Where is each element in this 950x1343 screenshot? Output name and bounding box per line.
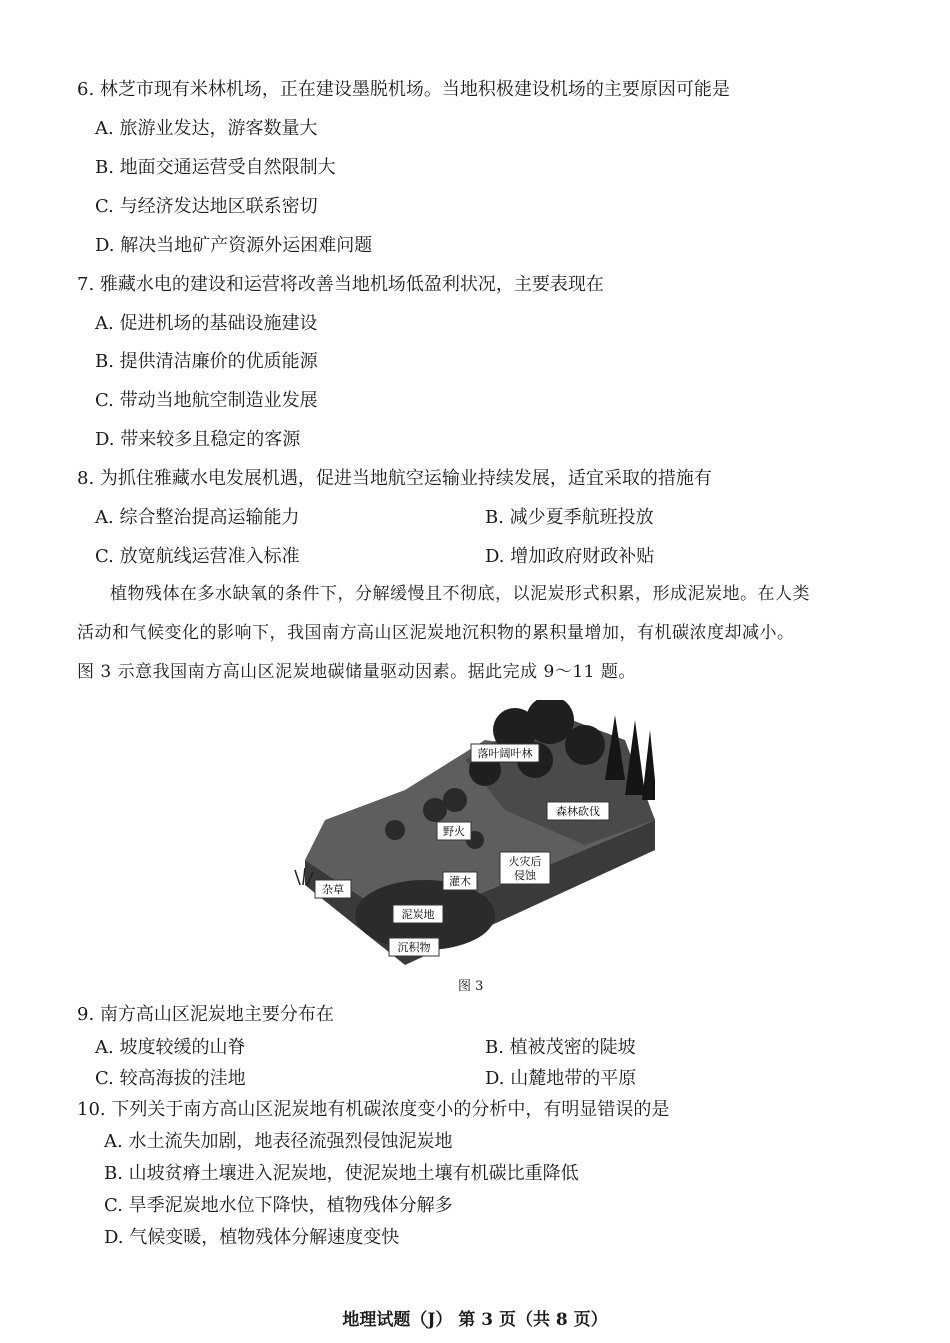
label-broadleaf: [471, 744, 539, 762]
q10-option-a: A. 水土流失加剧，地表径流强烈侵蚀泥炭地: [104, 1131, 453, 1152]
q7-option-b: B. 提供清洁廉价的优质能源: [95, 351, 318, 372]
q7-stem: 7. 雅藏水电的建设和运营将改善当地机场低盈利状况，主要表现在: [77, 274, 604, 295]
page-footer: 地理试题（J） 第 3 页（共 8 页）: [342, 1310, 608, 1330]
q8-option-d: D. 增加政府财政补贴: [485, 546, 655, 567]
q10-stem: 10. 下列关于南方高山区泥炭地有机碳浓度变小的分析中，有明显错误的是: [77, 1099, 670, 1120]
peatland-figure: [285, 700, 655, 970]
q9-option-c: C. 较高海拔的洼地: [95, 1068, 246, 1089]
q8-option-a: A. 综合整治提高运输能力: [95, 507, 300, 528]
figure-caption: 图 3: [458, 979, 484, 994]
q7-option-d: D. 带来较多且稳定的客源: [95, 429, 301, 450]
svg-text:野火: 野火: [443, 825, 465, 838]
q9-option-d: D. 山麓地带的平原: [485, 1068, 637, 1089]
q9-option-a: A. 坡度较缓的山脊: [95, 1037, 246, 1058]
q8-stem: 8. 为抓住雅藏水电发展机遇，促进当地航空运输业持续发展，适宜采取的措施有: [77, 468, 712, 489]
intro-line-1: 植物残体在多水缺氧的条件下，分解缓慢且不彻底，以泥炭形式积累，形成泥炭地。在人类: [110, 584, 810, 604]
svg-text:火灾后: 火灾后: [508, 855, 542, 868]
svg-text:灌木: 灌木: [449, 875, 471, 888]
q8-option-c: C. 放宽航线运营准入标准: [95, 546, 300, 567]
q7-option-a: A. 促进机场的基础设施建设: [95, 313, 318, 334]
q6-option-d: D. 解决当地矿产资源外运困难问题: [95, 235, 373, 256]
svg-text:沉积物: 沉积物: [397, 941, 431, 954]
label-peatland: [393, 905, 443, 923]
svg-text:落叶阔叶林: 落叶阔叶林: [477, 747, 533, 760]
q6-option-c: C. 与经济发达地区联系密切: [95, 196, 318, 217]
label-wildfire: [437, 822, 471, 840]
q10-option-b: B. 山坡贫瘠土壤进入泥炭地，使泥炭地土壤有机碳比重降低: [104, 1163, 579, 1184]
label-weeds: [315, 880, 351, 898]
label-logging: [547, 802, 609, 820]
q10-option-c: C. 旱季泥炭地水位下降快，植物残体分解多: [104, 1195, 453, 1216]
svg-text:森林砍伐: 森林砍伐: [556, 805, 600, 818]
q9-stem: 9. 南方高山区泥炭地主要分布在: [77, 1004, 334, 1025]
q6-option-b: B. 地面交通运营受自然限制大: [95, 157, 336, 178]
svg-text:侵蚀: 侵蚀: [514, 869, 536, 882]
q6-stem: 6. 林芝市现有米林机场，正在建设墨脱机场。当地积极建设机场的主要原因可能是: [77, 79, 730, 100]
intro-line-2: 活动和气候变化的影响下，我国南方高山区泥炭地沉积物的累积量增加，有机碳浓度却减小。: [77, 623, 795, 643]
intro-line-3: 图 3 示意我国南方高山区泥炭地碳储量驱动因素。据此完成 9～11 题。: [77, 662, 636, 682]
q10-option-d: D. 气候变暖，植物残体分解速度变快: [104, 1227, 400, 1248]
svg-text:杂草: 杂草: [322, 883, 344, 896]
label-erosion: [500, 852, 550, 884]
svg-text:泥炭地: 泥炭地: [401, 908, 435, 921]
q9-option-b: B. 植被茂密的陡坡: [485, 1037, 636, 1058]
label-shrub: [443, 872, 477, 890]
q8-option-b: B. 减少夏季航班投放: [485, 507, 654, 528]
q7-option-c: C. 带动当地航空制造业发展: [95, 390, 318, 411]
label-sediment: [389, 938, 439, 956]
q6-option-a: A. 旅游业发达，游客数量大: [95, 118, 318, 139]
